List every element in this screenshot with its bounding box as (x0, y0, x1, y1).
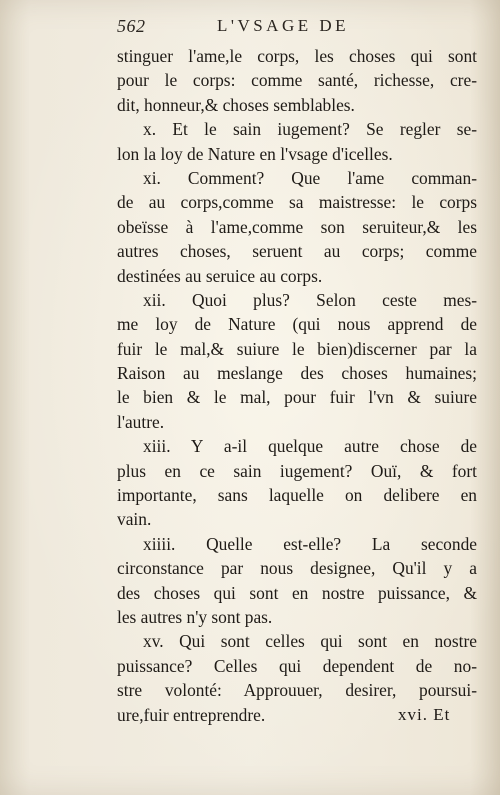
text-line: plus en ce sain iugement? Ouï, & fort (117, 460, 477, 481)
text-line: des choses qui sont en nostre puissance, & (117, 582, 477, 603)
text-line: xi. Comment? Que l'ame comman- (143, 167, 477, 188)
text-line: importante, sans laquelle on delibere en (117, 485, 477, 506)
text-line: puissance? Celles qui dependent de no- (117, 655, 477, 676)
text-line: xiii. Y a-il quelque autre chose de (143, 436, 477, 457)
text-line: destinées au seruice au corps. (117, 265, 323, 286)
text-line: fuir le mal,& suiure le bien)discerner par la (117, 338, 477, 359)
text-line: circonstance par nous designee, Qu'il y a (117, 558, 477, 579)
text-line: vain. (117, 509, 152, 530)
running-head (117, 14, 477, 40)
text-line: de au corps,comme sa maistresse: le corps (117, 192, 477, 213)
text-line: Raison au meslange des choses humaines; (117, 363, 477, 384)
page-number: 562 (117, 16, 146, 36)
text-line: l'autre. (117, 411, 165, 432)
text-line: x. Et le sain iugement? Se regler se- (143, 119, 477, 140)
text-line: xii. Quoi plus? Selon ceste mes- (143, 289, 477, 310)
text-line: xiiii. Quelle est-elle? La seconde (143, 533, 477, 554)
text-line: stinguer l'ame,le corps, les choses qui sont (117, 46, 477, 66)
running-title: L'VSAGE DE (217, 16, 350, 35)
text-line: lon la loy de Nature en l'vsage d'icelles. (117, 143, 393, 164)
text-line: autres choses, seruent au corps; comme (117, 241, 477, 262)
text-line: le bien & le mal, pour fuir l'vn & suiure (117, 387, 477, 408)
text-line: pour le corps: comme santé, richesse, cre- (117, 70, 477, 91)
text-line: dit, honneur,& choses semblables. (117, 94, 355, 115)
text-line: xv. Qui sont celles qui sont en nostre (143, 631, 477, 652)
text-line: stre volonté: Approuuer, desirer, poursui- (117, 680, 477, 701)
catchword: xvi. Et (398, 705, 451, 724)
body-text (117, 44, 477, 727)
text-line: obeïsse à l'ame,comme son seruiteur,& les (117, 216, 477, 237)
text-line: ure,fuir entreprendre. (117, 704, 266, 725)
text-line: me loy de Nature (qui nous apprend de (117, 314, 477, 335)
text-line: les autres n'y sont pas. (117, 606, 273, 627)
